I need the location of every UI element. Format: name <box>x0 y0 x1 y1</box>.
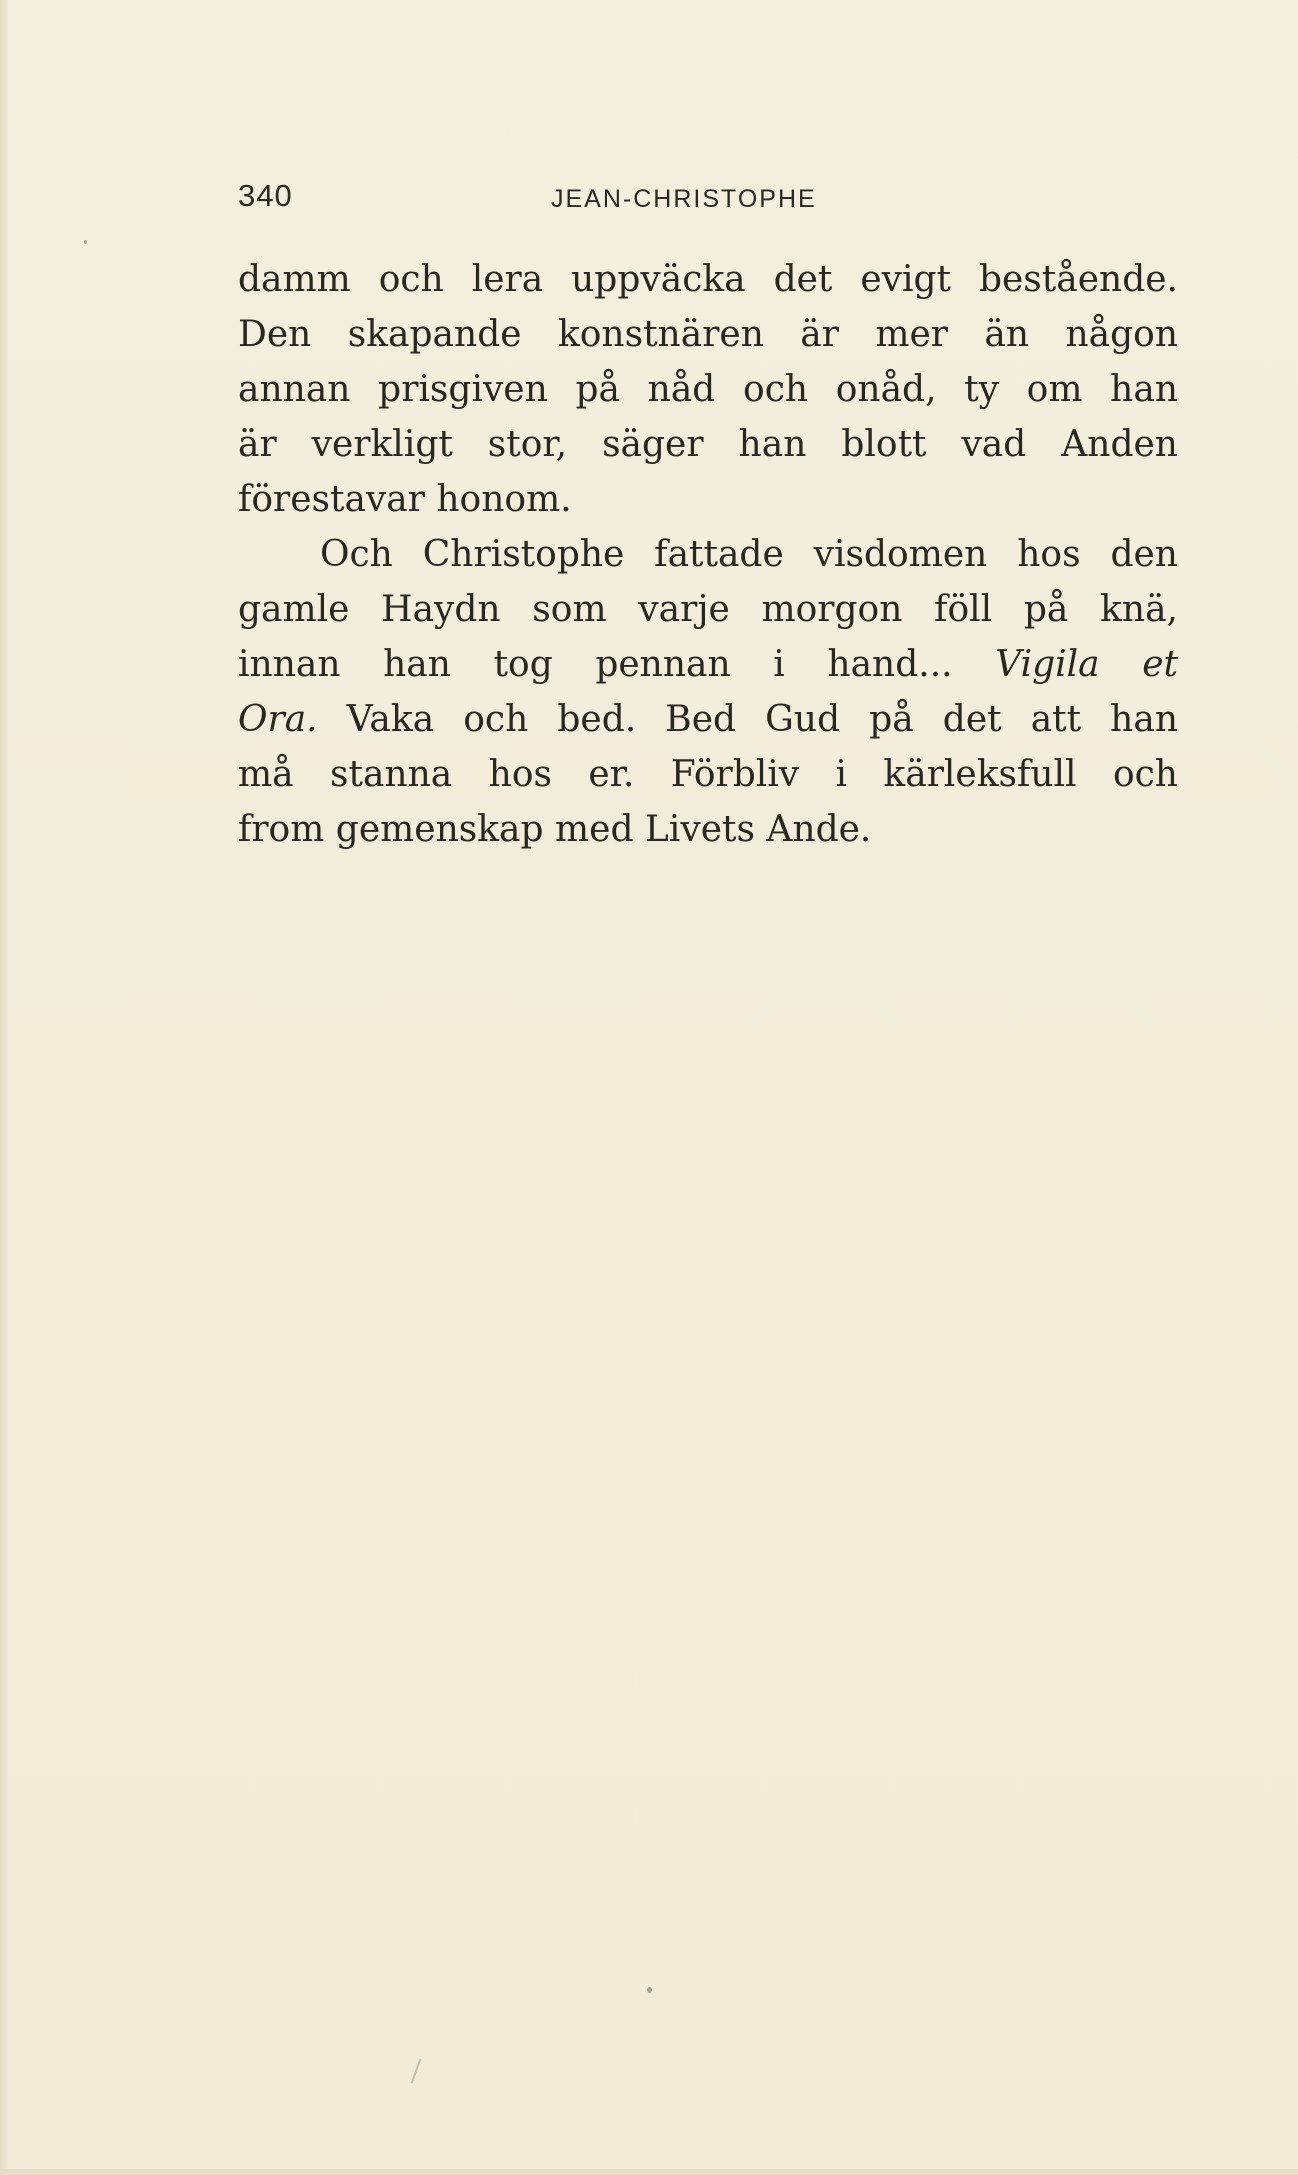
page-bottom-edge <box>0 2169 1298 2175</box>
text-line: förestavar honom. <box>238 479 572 520</box>
text-line: är verkligt stor, säger han blott vad Anden <box>238 424 1178 465</box>
text-segment: Vaka och bed. Bed Gud på det att han <box>346 699 1179 740</box>
text-line: må stanna hos er. Förbliv i kärleksfull och <box>238 754 1178 795</box>
paper-speck <box>84 240 87 244</box>
text-line: damm och lera uppväcka det evigt bestående. <box>238 259 1178 300</box>
text-line: annan prisgiven på nåd och onåd, ty om han <box>238 369 1178 410</box>
page-left-edge <box>0 0 8 2175</box>
text-line: Och Christophe fattade visdomen hos den <box>320 534 1178 575</box>
text-line: from gemenskap med Livets Ande. <box>238 809 872 850</box>
page-number: 340 <box>238 178 293 213</box>
running-head <box>238 178 1178 218</box>
paper-mark <box>411 2058 422 2083</box>
running-title: JEAN-CHRISTOPHE <box>551 185 817 213</box>
body-text <box>238 252 1178 857</box>
italic-latin-word: Ora. <box>238 699 318 740</box>
text-line-mixed <box>238 692 1178 747</box>
paper-speck <box>647 1987 652 1993</box>
text-segment: innan han tog pennan i hand... <box>238 644 953 685</box>
text-line-mixed <box>238 637 1178 692</box>
text-line: Den skapande konstnären är mer än någon <box>238 314 1178 355</box>
text-line: gamle Haydn som varje morgon föll på knä, <box>238 589 1178 630</box>
italic-latin-phrase: Vigila et <box>995 644 1178 685</box>
